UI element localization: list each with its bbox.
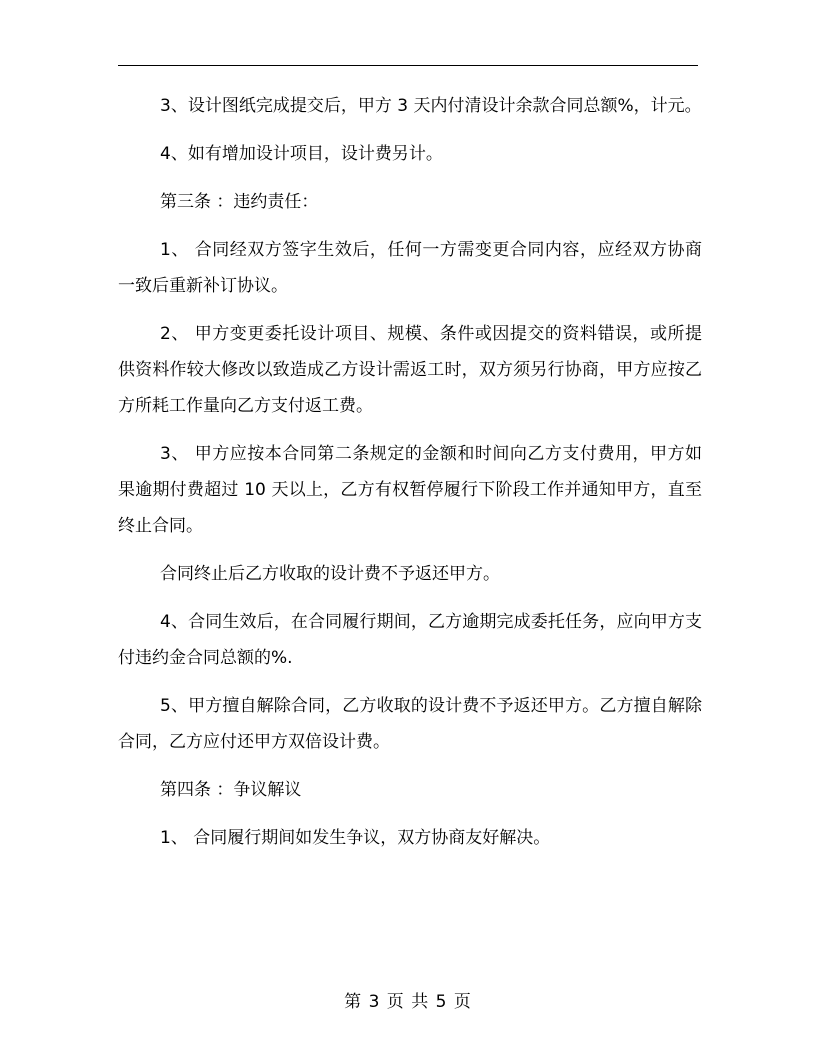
document-body: [118, 88, 702, 868]
paragraph: 1、 合同经双方签字生效后，任何一方需变更合同内容，应经双方协商一致后重新补订协议。: [118, 240, 702, 296]
paragraph: 3、设计图纸完成提交后，甲方 3 天内付清设计余款合同总额%，计元。: [160, 96, 702, 116]
header-rule: [118, 65, 698, 66]
section-heading: 第三条 ：违约责任：: [160, 192, 319, 212]
paragraph: 4、合同生效后，在合同履行期间，乙方逾期完成委托任务，应向甲方支付违约金合同总额的%.: [118, 612, 702, 668]
paragraph: 合同终止后乙方收取的设计费不予返还甲方。: [160, 564, 500, 584]
section-heading: 第四条 ：争议解议: [160, 780, 302, 800]
paragraph: 3、 甲方应按本合同第二条规定的金额和时间向乙方支付费用，甲方如果逾期付费超过 10 天以上，乙方有权暂停履行下阶段工作并通知甲方，直至终止合同。: [118, 444, 702, 536]
paragraph: 5、甲方擅自解除合同，乙方收取的设计费不予返还甲方。乙方擅自解除合同，乙方应付还甲方双倍设计费。: [118, 696, 702, 752]
paragraph: 2、 甲方变更委托设计项目、规模、条件或因提交的资料错误，或所提供资料作较大修改以致造成乙方设计需返工时，双方须另行协商，甲方应按乙方所耗工作量向乙方支付返工费。: [118, 324, 702, 416]
paragraph: 4、如有增加设计项目，设计费另计。: [160, 144, 443, 164]
page-number: 第 3 页 共 5 页: [344, 992, 472, 1012]
paragraph: 1、 合同履行期间如发生争议，双方协商友好解决。: [160, 828, 551, 848]
